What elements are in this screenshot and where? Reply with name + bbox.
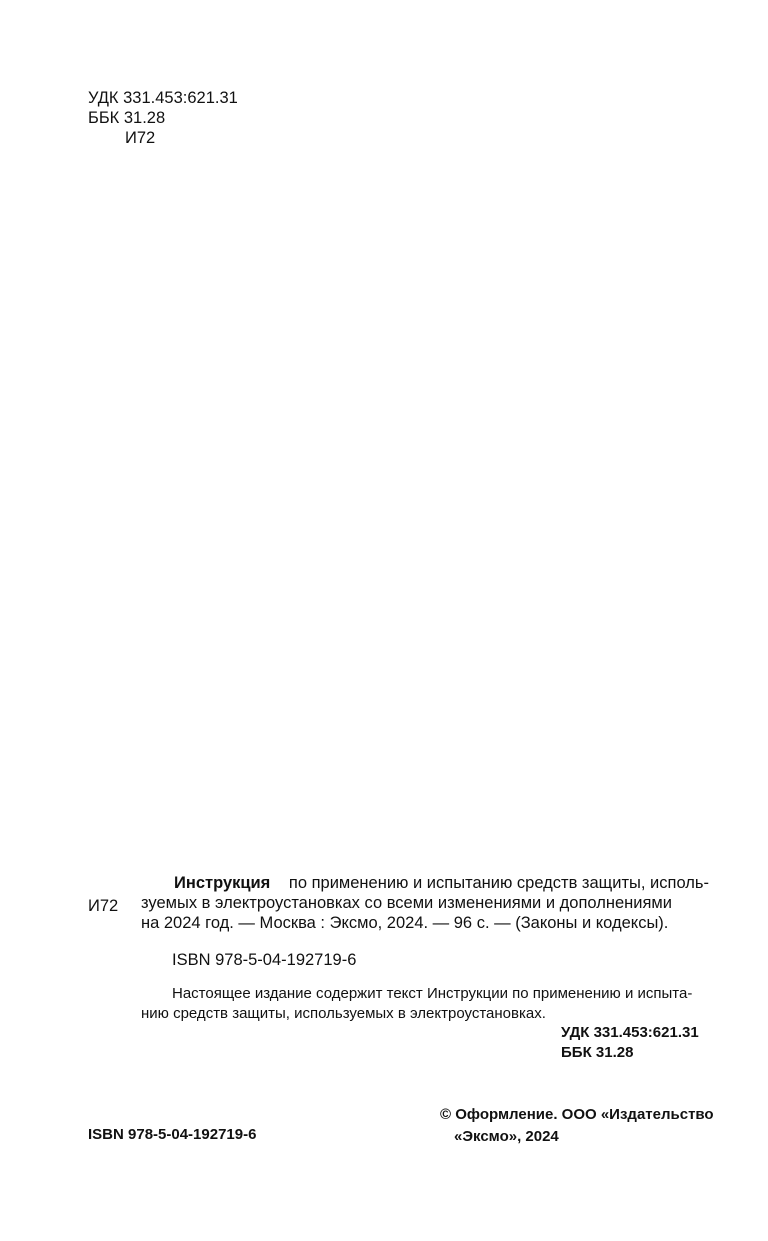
annotation-line-1: Настоящее издание содержит текст Инструкции по применению и испыта- [172, 985, 693, 1002]
annotation-line-2: нию средств защиты, используемых в электроустановках. [141, 1005, 546, 1022]
isbn-line: ISBN 978-5-04-192719-6 [172, 951, 357, 969]
annotation [141, 984, 709, 1024]
bbk-code: ББК 31.28 [88, 109, 166, 127]
copyright-notice [440, 1104, 714, 1148]
bib-title: Инструкция [174, 874, 271, 892]
side-author-mark: И72 [88, 897, 119, 915]
bib-line-1 [141, 873, 709, 893]
bottom-bbk-code: ББК 31.28 [561, 1044, 634, 1061]
bib-line-1-text: по применению и испытанию средств защиты, исполь- [288, 874, 709, 892]
bottom-udk-code: УДК 331.453:621.31 [561, 1024, 699, 1041]
top-classification-codes [88, 88, 238, 148]
copyright-line-2: «Эксмо», 2024 [454, 1128, 559, 1145]
bottom-classification-codes [561, 1023, 699, 1063]
bib-line-2: зуемых в электроустановках со всеми изменениями и дополнениями [141, 894, 672, 912]
bib-line-3: на 2024 год. — Москва : Эксмо, 2024. — 96 с. — (Законы и кодексы). [141, 914, 669, 932]
udk-code: УДК 331.453:621.31 [88, 89, 238, 107]
bibliographic-description [141, 873, 709, 933]
bottom-isbn: ISBN 978-5-04-192719-6 [88, 1126, 257, 1143]
author-mark: И72 [125, 129, 156, 147]
copyright-line-1: © Оформление. ООО «Издательство [440, 1106, 714, 1123]
